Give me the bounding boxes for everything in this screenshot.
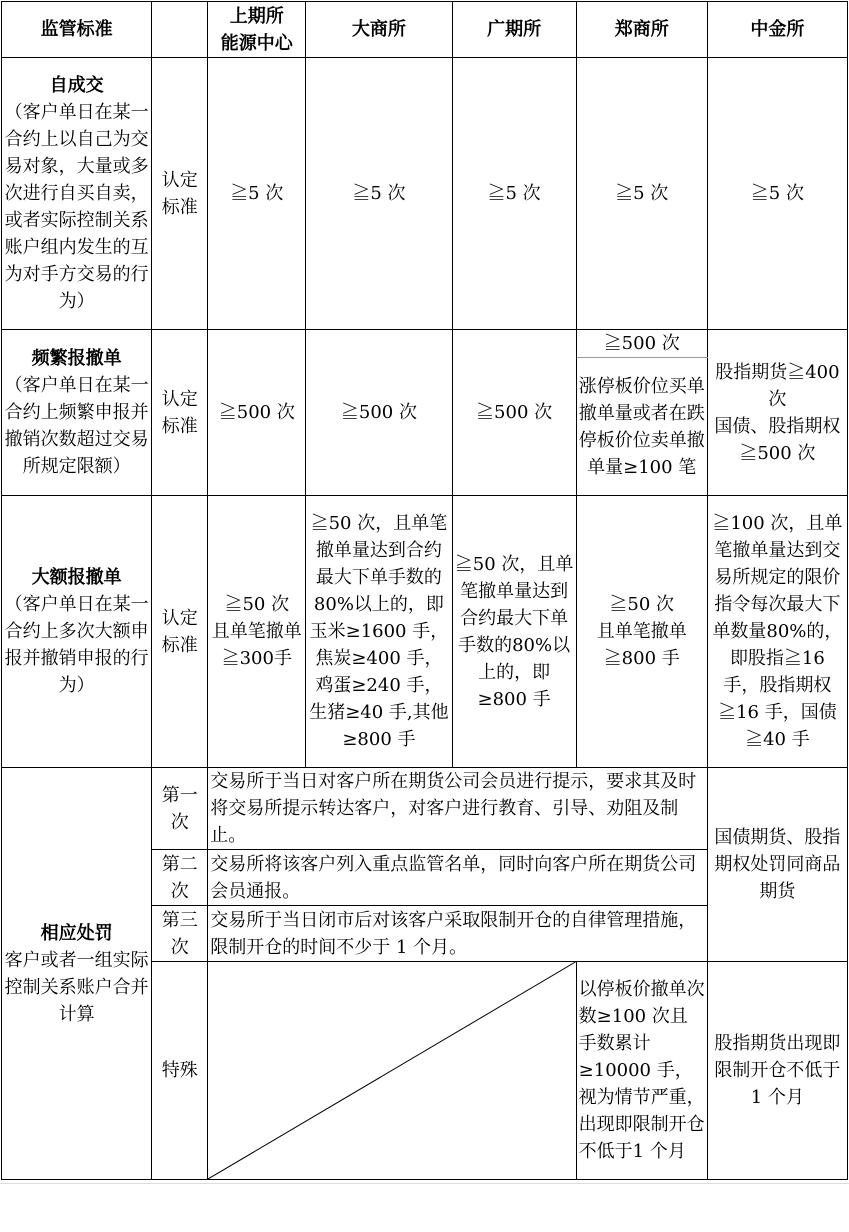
large-cancel-title: 大额报撤单 <box>31 567 122 588</box>
penalty-third-label: 第三次 <box>152 906 208 962</box>
self-trade-criterion: 认定标准 <box>152 58 208 330</box>
penalty-special-cffex: 股指期货出现即限制开仓不低于 1 个月 <box>707 962 847 1180</box>
frequent-cancel-desc: （客户单日在某一合约上频繁申报并撤销次数超过交易所规定限额） <box>4 375 149 477</box>
large-cancel-czce: ≧50 次 且单笔撤单≧800 手 <box>576 496 707 768</box>
large-cancel-criterion: 认定标准 <box>152 496 208 768</box>
diagonal-line <box>208 962 575 1179</box>
self-trade-cffex: ≧5 次 <box>707 58 847 330</box>
large-cancel-shfe: ≧50 次 且单笔撤单≧300手 <box>208 496 306 768</box>
self-trade-czce: ≧5 次 <box>576 58 707 330</box>
penalty-label <box>2 768 152 1180</box>
penalty-first-row <box>2 768 848 850</box>
frequent-cancel-czce-top: ≧500 次 <box>576 330 707 358</box>
penalty-special-diagonal-cell <box>208 962 576 1180</box>
header-dce: 大商所 <box>306 2 452 58</box>
self-trade-desc: （客户单日在某一合约上以自己为交易对象，大量或多次进行自买自卖，或者实际控制关系账户组内发生的互为对手方交易的行为） <box>4 102 149 312</box>
large-cancel-row <box>2 496 848 768</box>
large-cancel-label <box>2 496 152 768</box>
self-trade-title: 自成交 <box>49 75 104 96</box>
penalty-title: 相应处罚 <box>40 922 113 944</box>
penalty-first-label: 第一次 <box>152 768 208 850</box>
frequent-cancel-row <box>2 330 848 358</box>
self-trade-label <box>2 58 152 330</box>
frequent-cancel-czce-bottom: 涨停板价位买单撤单量或者在跌停板价位卖单撤单量≥100 笔 <box>576 358 707 496</box>
large-cancel-desc: （客户单日在某一合约上多次大额申报并撤销申报的行为） <box>4 594 149 696</box>
frequent-cancel-criterion: 认定标准 <box>152 330 208 496</box>
regulation-table <box>1 1 848 1180</box>
frequent-cancel-label <box>2 330 152 496</box>
penalty-second-text: 交易所将该客户列入重点监管名单，同时向客户所在期货公司会员通报。 <box>208 850 708 906</box>
large-cancel-gfex: ≧50 次，且单笔撤单量达到合约最大下单手数的80%以上的，即≥800 手 <box>452 496 576 768</box>
self-trade-dce: ≧5 次 <box>306 58 452 330</box>
self-trade-row <box>2 58 848 330</box>
frequent-cancel-gfex: ≧500 次 <box>452 330 576 496</box>
frequent-cancel-cffex: 股指期货≧400次 国债、股指期权≧500 次 <box>707 330 847 496</box>
penalty-desc: 客户或者一组实际控制关系账户合并计算 <box>4 949 149 1025</box>
header-cffex: 中金所 <box>707 2 847 58</box>
penalty-special-czce: 以停板价撤单次数≥100 次且手数累计≥10000 手，视为情节严重，出现即限制开仓不低于1 个月 <box>576 962 707 1180</box>
header-row <box>2 2 848 58</box>
penalty-third-text: 交易所于当日闭市后对该客户采取限制开仓的自律管理措施，限制开仓的时间不少于 1 个月。 <box>208 906 708 962</box>
penalty-first-text: 交易所于当日对客户所在期货公司会员进行提示，要求其及时将交易所提示转达客户，对客户进行教育、引导、劝阻及制止。 <box>208 768 708 850</box>
frequent-cancel-dce: ≧500 次 <box>306 330 452 496</box>
header-blank <box>152 2 208 58</box>
page-gutter <box>0 1183 849 1232</box>
self-trade-shfe: ≧5 次 <box>208 58 306 330</box>
self-trade-gfex: ≧5 次 <box>452 58 576 330</box>
header-czce: 郑商所 <box>576 2 707 58</box>
frequent-cancel-shfe: ≧500 次 <box>208 330 306 496</box>
header-shfe-ine: 上期所 能源中心 <box>208 2 306 58</box>
penalty-cffex-general: 国债期货、股指期权处罚同商品期货 <box>707 768 847 962</box>
header-gfex: 广期所 <box>452 2 576 58</box>
penalty-second-label: 第二次 <box>152 850 208 906</box>
header-standard: 监管标准 <box>2 2 152 58</box>
penalty-special-label: 特殊 <box>152 962 208 1180</box>
large-cancel-cffex: ≧100 次，且单笔撤单量达到交易所规定的限价指令每次最大下单数量80%的，即股指≧16 手，股指期权≧16 手，国债≧40 手 <box>707 496 847 768</box>
frequent-cancel-title: 频繁报撤单 <box>31 348 122 369</box>
large-cancel-dce: ≧50 次，且单笔撤单量达到合约最大下单手数的 80%以上的，即玉米≥1600 手，焦炭≥400 手，鸡蛋≥240 手，生猪≥40 手,其他≥800 手 <box>306 496 452 768</box>
